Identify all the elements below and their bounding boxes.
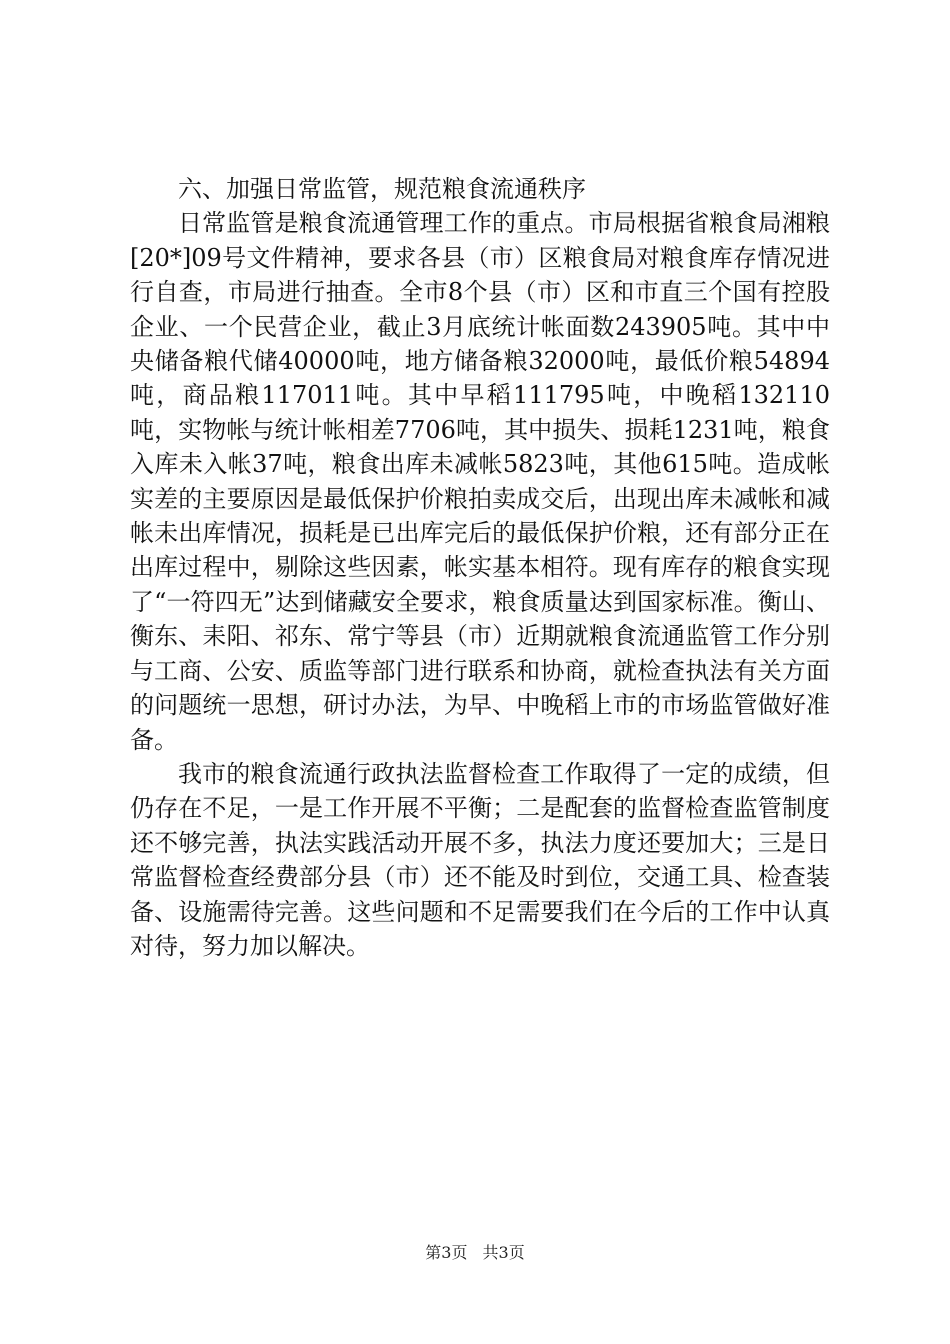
document-body <box>130 172 830 963</box>
page-number-current: 第3页 <box>425 1243 468 1262</box>
page-number-total: 共3页 <box>482 1243 525 1262</box>
section-heading: 六、加强日常监管，规范粮食流通秩序 <box>178 175 586 203</box>
page-footer <box>0 1240 950 1263</box>
body-paragraph-1: 日常监管是粮食流通管理工作的重点。市局根据省粮食局湘粮[20*]09号文件精神，要求各县（市）区粮食局对粮食库存情况进行自查，市局进行抽查。全市8个县（市）区和市直三个国有控股企业、一个民营企业，截止3月底统计帐面数243905吨。其中中央储备粮代储40000吨，地方储备粮32000吨，最低价粮54894吨，商品粮117011吨。其中早稻111795吨，中晚稻132110吨，实物帐与统计帐相差7706吨，其中损失、损耗1231吨，粮食入库未入帐37吨，粮食出库未减帐5823吨，其他615吨。造成帐实差的主要原因是最低保护价粮拍卖成交后，出现出库未减帐和减帐未出库情况，损耗是已出库完后的最低保护价粮，还有部分正在出库过程中，剔除这些因素，帐实基本相符。现有库存的粮食实现了“一符四无”达到储藏安全要求，粮食质量达到国家标准。衡山、衡东、耒阳、祁东、常宁等县（市）近期就粮食流通监管工作分别与工商、公安、质监等部门进行联系和协商，就检查执法有关方面的问题统一思想，研讨办法，为早、中晚稻上市的市场监管做好准备。 <box>130 209 830 754</box>
body-paragraph-2: 我市的粮食流通行政执法监督检查工作取得了一定的成绩，但仍存在不足，一是工作开展不平衡；二是配套的监督检查监管制度还不够完善，执法实践活动开展不多，执法力度还要加大；三是日常监督检查经费部分县（市）还不能及时到位，交通工具、检查装备、设施需待完善。这些问题和不足需要我们在今后的工作中认真对待，努力加以解决。 <box>130 759 830 960</box>
